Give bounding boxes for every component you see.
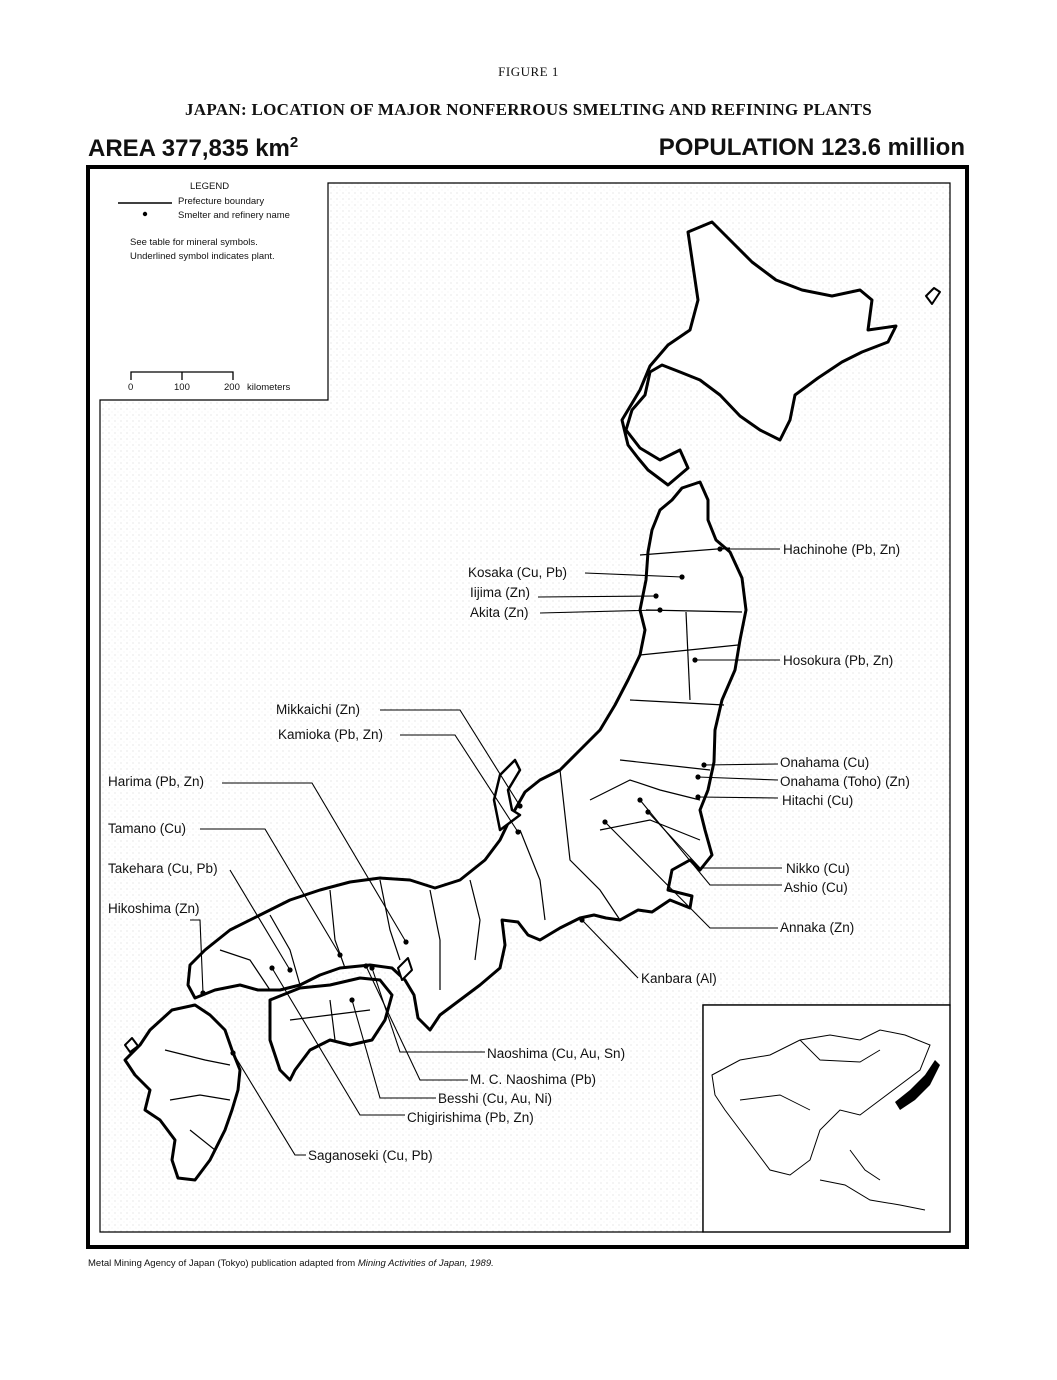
plant-dot — [269, 965, 274, 970]
plant-dot — [349, 997, 354, 1002]
plant-label — [308, 1148, 433, 1163]
plant-label — [780, 755, 869, 770]
scale-tick-0: 0 — [128, 382, 134, 393]
plant-dot — [695, 794, 700, 799]
source-title: Mining Activities of Japan, 1989. — [357, 1258, 494, 1269]
plant-symbols: (Pb, Zn) — [851, 542, 901, 557]
plant-label — [108, 774, 204, 789]
plant-name: Hosokura — [783, 653, 845, 668]
plant-name: Takehara — [108, 861, 168, 876]
plant-dot — [515, 829, 520, 834]
plant-name: Tamano — [108, 821, 160, 836]
plant-dot — [679, 574, 684, 579]
plant-dot — [369, 965, 374, 970]
plant-symbols: (Cu) — [827, 793, 854, 808]
plant-dot — [337, 952, 342, 957]
plant-symbols: (Cu, Pb) — [167, 861, 218, 876]
plant-name: Hikoshima — [108, 901, 175, 916]
source-text: Metal Mining Agency of Japan (Tokyo) publication adapted from — [88, 1258, 358, 1269]
legend-note2: Underlined symbol indicates plant. — [130, 251, 275, 262]
plant-dot — [701, 762, 706, 767]
plant-name: Ashio — [784, 880, 822, 895]
plant-name: Naoshima — [487, 1046, 552, 1061]
plant-symbols: (Zn) — [885, 774, 910, 789]
plant-label — [438, 1091, 552, 1106]
plant-name: Harima — [108, 774, 156, 789]
plant-symbols: (Cu, Au, Sn) — [551, 1046, 626, 1061]
plant-label — [783, 542, 900, 557]
legend-note1: See table for mineral symbols. — [130, 237, 258, 248]
plant-label — [786, 861, 850, 876]
plant-label — [108, 861, 218, 876]
figure-title: JAPAN: LOCATION OF MAJOR NONFERROUS SMELTING AND REFINING PLANTS — [185, 100, 872, 119]
plant-name: Akita — [470, 605, 504, 620]
plant-dot — [602, 819, 607, 824]
plant-label — [782, 793, 853, 808]
plant-label — [470, 1072, 596, 1087]
plant-symbols: (Pb) — [570, 1072, 597, 1087]
plant-name: Kamioka — [278, 727, 335, 742]
plant-label — [784, 880, 848, 895]
plant-name: Nikko — [786, 861, 824, 876]
plant-name: Mikkaichi — [276, 702, 336, 717]
plant-symbols: (Cu, Pb) — [516, 565, 568, 580]
plant-dot — [403, 939, 408, 944]
plant-label — [780, 774, 910, 789]
plant-label — [108, 901, 200, 916]
legend-heading: LEGEND — [190, 181, 230, 192]
plant-label — [470, 585, 530, 600]
plant-symbols: (Al) — [695, 971, 717, 986]
source-note — [88, 1258, 494, 1269]
plant-name: Onahama — [780, 755, 844, 770]
plant-name: Iijima — [470, 585, 506, 600]
plant-label — [783, 653, 893, 668]
plant-dot — [692, 657, 697, 662]
plant-dot — [579, 917, 584, 922]
plant-dot-sample — [143, 212, 147, 216]
plant-symbols: (Cu) — [159, 821, 187, 836]
plant-dot — [287, 967, 292, 972]
plant-name: Kosaka — [468, 565, 517, 580]
legend-plant: Smelter and refinery name — [178, 210, 290, 221]
population-stat: POPULATION 123.6 million — [658, 134, 965, 161]
plant-dot — [637, 797, 642, 802]
plant-name: Onahama (Toho) — [780, 774, 886, 789]
scale-tick-200: 200 — [224, 382, 240, 393]
plant-symbols: (Zn) — [829, 920, 855, 935]
plant-label — [407, 1110, 534, 1125]
plant-symbols: (Cu) — [821, 880, 848, 895]
area-text: AREA 377,835 km — [88, 135, 290, 162]
area-superscript: 2 — [289, 134, 299, 151]
plant-name: Annaka — [780, 920, 830, 935]
plant-dot — [653, 593, 658, 598]
plant-name: Hitachi — [782, 793, 828, 808]
plant-dot — [517, 803, 522, 808]
plant-symbols: (Pb, Zn) — [844, 653, 894, 668]
plant-symbols: (Zn) — [503, 605, 529, 620]
plant-label — [780, 920, 854, 935]
plant-symbols: (Zn) — [335, 702, 361, 717]
plant-label — [641, 971, 717, 986]
plant-symbols: (Pb, Zn) — [155, 774, 205, 789]
plant-symbols: (Pb, Zn) — [485, 1110, 534, 1125]
plant-symbols: (Zn) — [174, 901, 200, 916]
plant-dot — [363, 963, 368, 968]
plant-label — [468, 565, 567, 580]
plant-symbols: (Cu, Au, Ni) — [482, 1091, 553, 1106]
plant-name: Saganoseki — [308, 1148, 383, 1163]
plant-label — [276, 702, 360, 717]
plant-name: Hachinohe — [783, 542, 852, 557]
plant-name: Chigirishima — [407, 1110, 486, 1125]
plant-dot — [657, 607, 662, 612]
plant-name: Besshi — [438, 1091, 483, 1106]
plant-symbols: (Zn) — [505, 585, 531, 600]
legend-boundary: Prefecture boundary — [178, 196, 265, 207]
plant-label — [487, 1046, 625, 1061]
scale-tick-100: 100 — [174, 382, 190, 393]
plant-symbols: (Cu, Pb) — [382, 1148, 433, 1163]
plant-dot — [717, 546, 722, 551]
plant-label — [278, 727, 383, 742]
plant-label — [470, 605, 529, 620]
scale-unit: kilometers — [247, 382, 291, 393]
figure-label: FIGURE 1 — [498, 64, 559, 79]
plant-dot — [230, 1050, 235, 1055]
plant-symbols: (Cu) — [823, 861, 850, 876]
plant-dot — [200, 990, 205, 995]
plant-dot — [695, 774, 700, 779]
asia-inset — [703, 1005, 950, 1232]
plant-name: M. C. Naoshima — [470, 1072, 571, 1087]
plant-symbols: (Pb, Zn) — [334, 727, 384, 742]
plant-name: Kanbara — [641, 971, 696, 986]
plant-symbols: (Cu) — [843, 755, 870, 770]
plant-label — [108, 821, 186, 836]
